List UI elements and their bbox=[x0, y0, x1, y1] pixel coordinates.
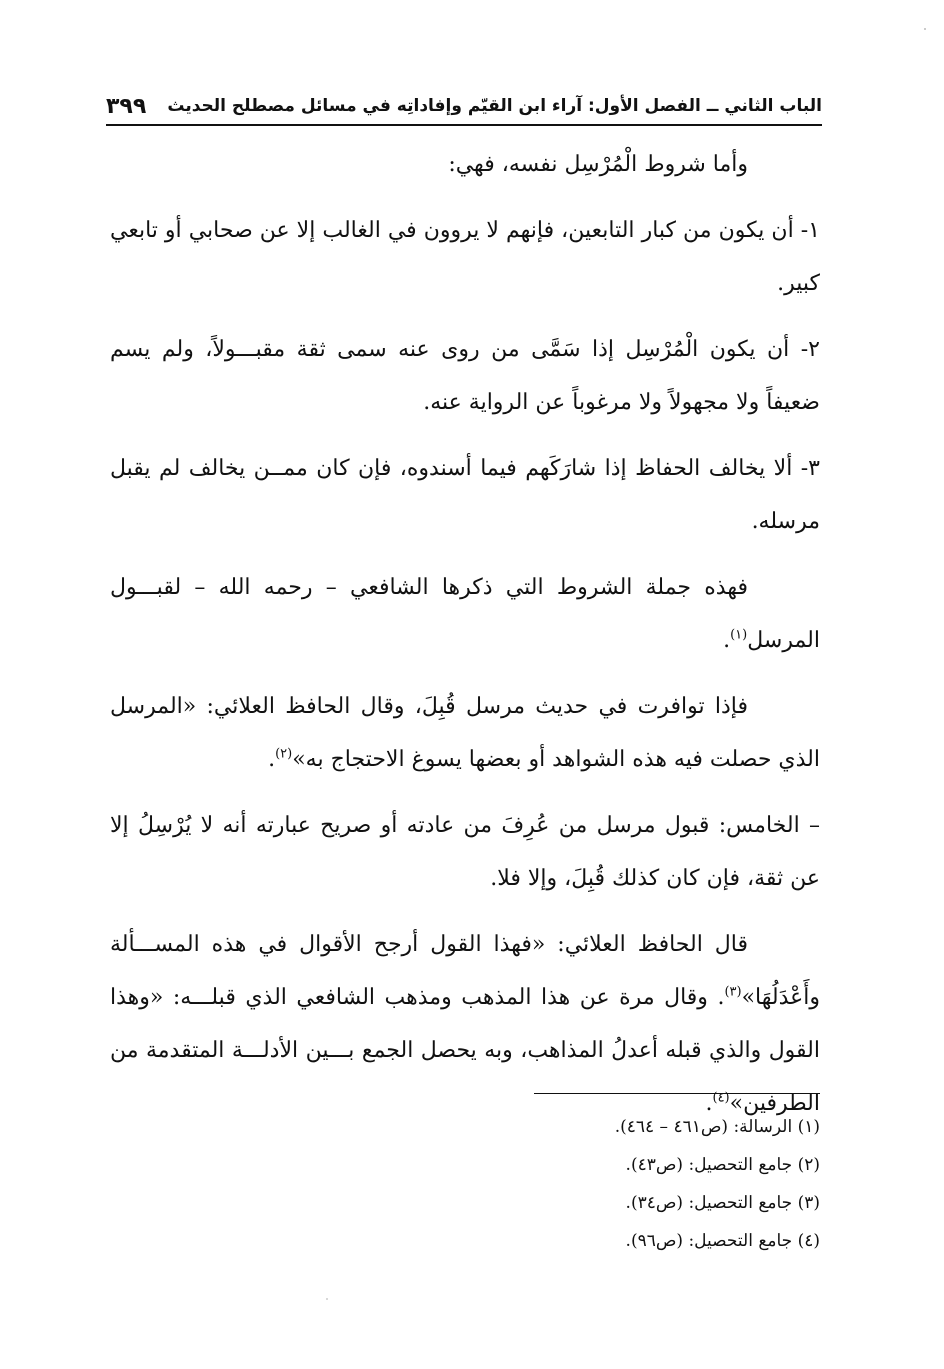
paragraph-alalai-quote: فإذا توافرت في حديث مرسل قُبِلَ، وقال الحافظ العلائي: «المرسل الذي حصلت فيه هذه الشواهد أو بعضها يسوغ الاحتجاج به»$^{(٢)}$. bbox=[110, 694, 820, 772]
running-title: الباب الثاني ــ الفصل الأول: آراء ابن القيّم وإفاداتِه في مسائل مصطلح الحديث bbox=[167, 96, 822, 116]
paragraph-fifth-opinion: – الخامس: قبول مرسل من عُرِفَ من عادته أو صريح عبارته أنه لا يُرْسِلُ إلا عن ثقة، فإن كان كذلك قُبِلَ، وإلا فلا. bbox=[110, 813, 820, 891]
footnote-ref-3: (٣) bbox=[724, 984, 742, 1000]
footnote-ref-1: (١) bbox=[730, 627, 748, 643]
running-header bbox=[106, 88, 822, 126]
main-text bbox=[110, 138, 820, 1143]
footnote-4: (٤) جامع التحصيل: (ص٩٦). bbox=[625, 1231, 820, 1251]
paragraph-summary: فهذه جملة الشروط التي ذكرها الشافعي – رحمه الله – لقبـــول المرسل$^{(١)}$. bbox=[110, 575, 820, 653]
paragraph-conditions-intro: وأما شروط الْمُرْسِل نفسه، فهي: bbox=[448, 152, 748, 177]
footnote-separator bbox=[534, 1093, 820, 1094]
paragraph-conclusion-text-b: . وقال مرة عن هذا المذهب ومذهب الشافعي الذي قبلـــه: «وهذا القول والذي قبله أعدلُ المذاهب، وبه يحصل الجمع بـــين الأدلـــة المتقدمة من الطرفين» bbox=[110, 985, 820, 1116]
footnote-ref-4: (٤) bbox=[712, 1090, 730, 1106]
paragraph-summary-text: فهذه جملة الشروط التي ذكرها الشافعي – رحمه الله – لقبـــول المرسل bbox=[110, 575, 820, 653]
footnote-ref-2: (٢) bbox=[275, 746, 293, 762]
condition-3: ٣- ألا يخالف الحفاظ إذا شارَكَهم فيما أسندوه، فإن كان ممــن يخالف لم يقبل مرسله. bbox=[110, 456, 820, 534]
paragraph-alalai-text: فإذا توافرت في حديث مرسل قُبِلَ، وقال الحافظ العلائي: «المرسل الذي حصلت فيه هذه الشواهد أو بعضها يسوغ الاحتجاج به» bbox=[110, 694, 820, 772]
condition-2: ٢- أن يكون الْمُرْسِل إذا سَمَّى من روى عنه سمى ثقة مقبـــولاً، ولم يسم ضعيفاً ولا مجهولاً ولا مرغوباً عن الرواية عنه. bbox=[110, 337, 820, 415]
condition-1: ١- أن يكون من كبار التابعين، فإنهم لا يروون في الغالب إلا عن صحابي أو تابعي كبير. bbox=[110, 218, 820, 296]
scan-speck bbox=[924, 28, 926, 30]
page-number: ٣٩٩ bbox=[106, 93, 147, 119]
footnote-1: (١) الرسالة: (ص٤٦١ – ٤٦٤). bbox=[614, 1117, 820, 1137]
footnote-3: (٣) جامع التحصيل: (ص٣٤). bbox=[625, 1193, 820, 1213]
scan-speck bbox=[326, 1298, 328, 1300]
paragraph-conclusion-text-a: قال الحافظ العلائي: «فهذا القول أرجح الأقوال في هذه المســـألة وأَعْدَلُهَا» bbox=[110, 932, 820, 1010]
footnote-2: (٢) جامع التحصيل: (ص٤٣). bbox=[625, 1155, 820, 1175]
footnotes bbox=[400, 1108, 820, 1260]
paragraph-alalai-conclusion: قال الحافظ العلائي: «فهذا القول أرجح الأقوال في هذه المســـألة وأَعْدَلُهَا»$^{(٣)}$. وقال مرة عن هذا المذهب ومذهب الشافعي الذي قبلـــه: «وهذا القول والذي قبله أعدلُ المذاهب، وبه يحصل الجمع بـــين الأدلـــة المتقدمة من الطرفين»$^{(٤)}$. bbox=[110, 932, 820, 1116]
